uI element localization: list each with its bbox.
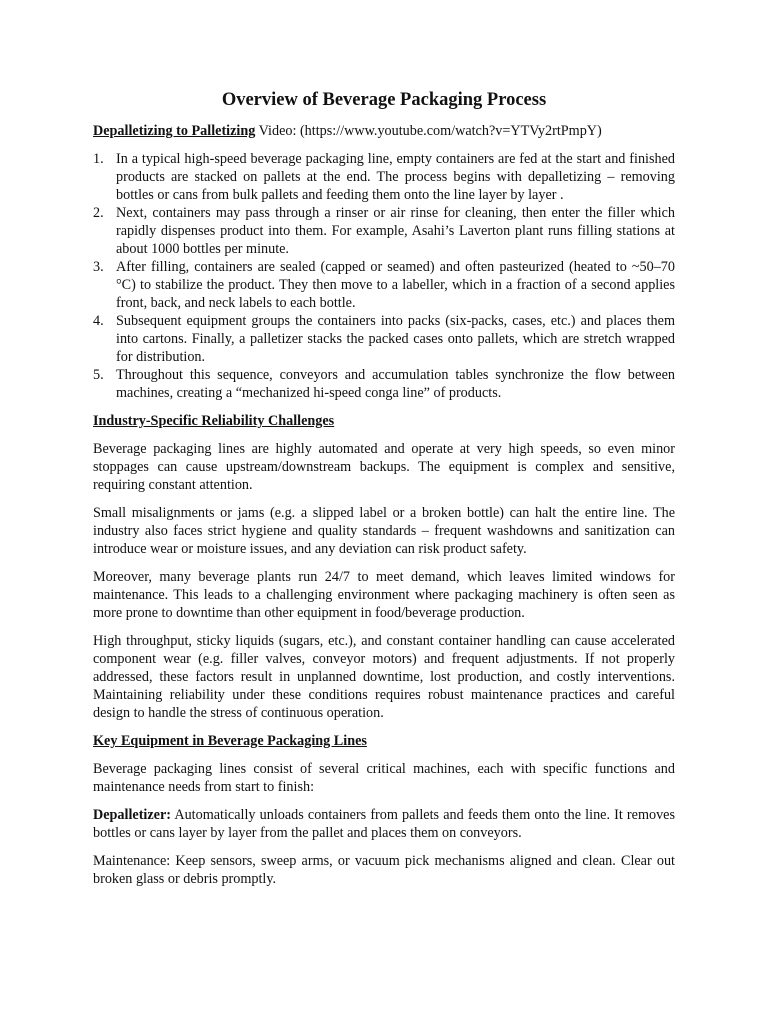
list-item-number: 1. — [93, 151, 104, 167]
list-item-number: 4. — [93, 313, 104, 329]
list-item-text: In a typical high-speed beverage packaging line, empty containers are fed at the start and finished products are stacked on pallets at the end. The process begins with depalletizing – removing bottles or cans from bulk pallets and feeding them onto the line layer by layer . — [116, 151, 675, 203]
video-reference — [93, 122, 675, 140]
equipment-heading-text: Key Equipment in Beverage Packaging Lines — [93, 733, 367, 749]
reliability-paragraph-3: Moreover, many beverage plants run 24/7 to meet demand, which leaves limited windows for maintenance. This leads to a challenging environment where packaging machinery is often seen as more prone to downtime than other equipment in food/beverage production. — [93, 569, 675, 621]
section-link-depalletizing[interactable]: Depalletizing to Palletizing — [93, 123, 256, 139]
document-page — [93, 88, 675, 898]
reliability-paragraph-2: Small misalignments or jams (e.g. a slipped label or a broken bottle) can halt the entire line. The industry also faces strict hygiene and quality standards – frequent washdowns and sanitization can introduce wear or moisture issues, and any deviation can risk product safety. — [93, 505, 675, 557]
reliability-heading-text: Industry-Specific Reliability Challenges — [93, 413, 335, 429]
depalletizer-paragraph — [93, 806, 675, 842]
reliability-heading — [93, 412, 675, 430]
video-url-text[interactable]: Video: (https://www.youtube.com/watch?v=YTVy2rtPmpY) — [255, 123, 602, 139]
equipment-intro-paragraph: Beverage packaging lines consist of several critical machines, each with specific functions and maintenance needs from start to finish: — [93, 761, 675, 795]
reliability-paragraph-1: Beverage packaging lines are highly automated and operate at very high speeds, so even minor stoppages can cause upstream/downstream backups. The equipment is complex and sensitive, requiring constant attention. — [93, 441, 675, 493]
list-item — [93, 312, 675, 366]
depalletizer-label: Depalletizer: — [93, 807, 171, 823]
list-item — [93, 258, 675, 312]
list-item — [93, 366, 675, 402]
list-item-number: 2. — [93, 205, 104, 221]
list-item-number: 3. — [93, 259, 104, 275]
list-item-text: Next, containers may pass through a rinser or air rinse for cleaning, then enter the filler which rapidly dispenses product into them. For example, Asahi’s Laverton plant runs filling stations at about 1000 bottles per minute. — [116, 205, 675, 257]
list-item — [93, 204, 675, 258]
process-steps-list — [93, 150, 675, 402]
page-title: Overview of Beverage Packaging Process — [221, 90, 547, 110]
depalletizer-description: Automatically unloads containers from pallets and feeds them onto the line. It removes bottles or cans layer by layer from the pallet and places them on conveyors. — [93, 807, 675, 841]
maintenance-paragraph: Maintenance: Keep sensors, sweep arms, or vacuum pick mechanisms aligned and clean. Clear out broken glass or debris promptly. — [93, 853, 675, 887]
list-item-number: 5. — [93, 367, 104, 383]
list-item — [93, 150, 675, 204]
reliability-paragraph-4: High throughput, sticky liquids (sugars, etc.), and constant container handling can cause accelerated component wear (e.g. filler valves, conveyor motors) and frequent adjustments. If not properly addressed, these factors result in unplanned downtime, lost production, and costly interventions. Maintaining reliability under these conditions requires robust maintenance practices and careful design to handle the stress of continuous operation. — [93, 633, 675, 721]
list-item-text: After filling, containers are sealed (capped or seamed) and often pasteurized (heated to ~50–70 °C) to stabilize the product. They then move to a labeller, which in a fraction of a second applies front, back, and neck labels to each bottle. — [116, 259, 675, 311]
list-item-text: Throughout this sequence, conveyors and accumulation tables synchronize the flow between machines, creating a “mechanized hi-speed conga line” of products. — [116, 367, 675, 401]
list-item-text: Subsequent equipment groups the containers into packs (six-packs, cases, etc.) and places them into cartons. Finally, a palletizer stacks the packed cases onto pallets, which are stretch wrapped for distribution. — [116, 313, 675, 365]
equipment-heading — [93, 732, 675, 750]
